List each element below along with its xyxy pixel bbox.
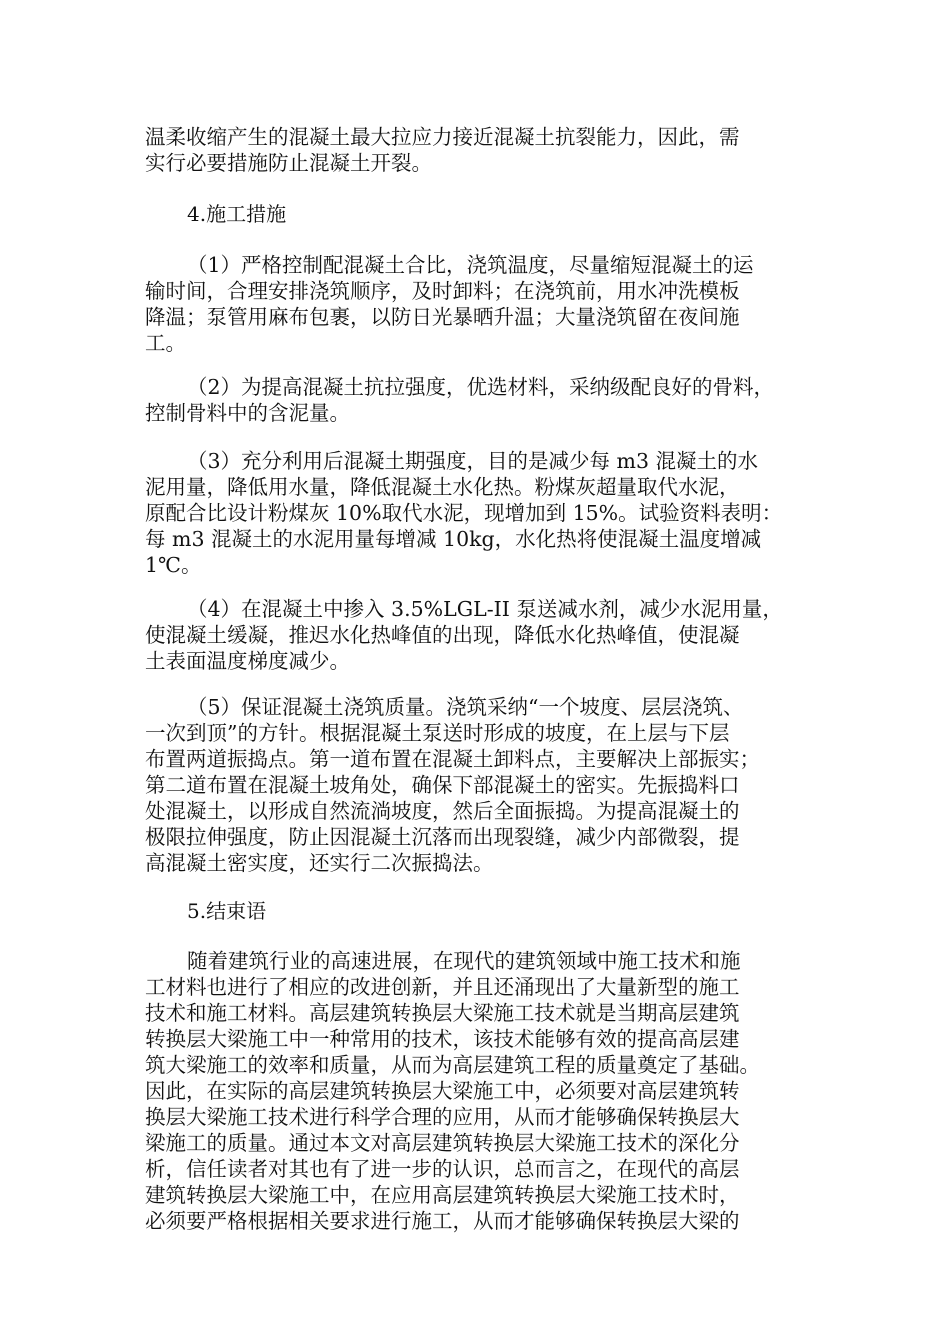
paragraph-line: 技术和施工材料。高层建筑转换层大梁施工技术就是当期高层建筑 bbox=[145, 1001, 740, 1025]
paragraph-line: 工材料也进行了相应的改进创新，并且还涌现出了大量新型的施工 bbox=[145, 975, 740, 999]
paragraph-line: （3）充分利用后混凝土期强度，目的是减少每 m3 混凝土的水 bbox=[187, 449, 759, 473]
paragraph-line: 高混凝土密实度，还实行二次振捣法。 bbox=[145, 851, 494, 875]
paragraph-line: 泥用量，降低用水量，降低混凝土水化热。粉煤灰超量取代水泥， bbox=[145, 475, 740, 499]
paragraph-line: 温柔收缩产生的混凝土最大拉应力接近混凝土抗裂能力，因此，需 bbox=[145, 125, 740, 149]
conclusion-paragraph bbox=[145, 948, 805, 1234]
measure-item-4 bbox=[145, 596, 805, 674]
paragraph-line: 因此，在实际的高层建筑转换层大梁施工中，必须要对高层建筑转 bbox=[145, 1079, 740, 1103]
continuation-paragraph bbox=[145, 124, 805, 176]
paragraph-line: 换层大梁施工技术进行科学合理的应用，从而才能够确保转换层大 bbox=[145, 1105, 740, 1129]
paragraph-line: 第二道布置在混凝土坡角处，确保下部混凝土的密实。先振捣料口 bbox=[145, 773, 740, 797]
paragraph-line: 筑大梁施工的效率和质量，从而为高层建筑工程的质量奠定了基础。 bbox=[145, 1053, 760, 1077]
paragraph-line: （4）在混凝土中掺入 3.5%LGL-II 泵送减水剂，减少水泥用量， bbox=[187, 597, 783, 621]
paragraph-line: 工。 bbox=[145, 331, 186, 355]
measure-item-3 bbox=[145, 448, 805, 578]
section-heading-5: 5.结束语 bbox=[187, 899, 267, 923]
paragraph-line: （2）为提高混凝土抗拉强度，优选材料，采纳级配良好的骨料， bbox=[187, 375, 775, 399]
paragraph-line: 输时间，合理安排浇筑顺序，及时卸料；在浇筑前，用水冲洗模板 bbox=[145, 279, 740, 303]
paragraph-line: 实行必要措施防止混凝土开裂。 bbox=[145, 151, 432, 175]
paragraph-line: 建筑转换层大梁施工中，在应用高层建筑转换层大梁施工技术时， bbox=[145, 1183, 740, 1207]
paragraph-line: 转换层大梁施工中一种常用的技术，该技术能够有效的提高高层建 bbox=[145, 1027, 740, 1051]
paragraph-line: 土表面温度梯度减少。 bbox=[145, 649, 350, 673]
paragraph-line: 使混凝土缓凝，推迟水化热峰值的出现，降低水化热峰值，使混凝 bbox=[145, 623, 740, 647]
paragraph-line: 布置两道振捣点。第一道布置在混凝土卸料点，主要解决上部振实； bbox=[145, 747, 760, 771]
paragraph-line: （1）严格控制配混凝土合比，浇筑温度，尽量缩短混凝土的运 bbox=[187, 253, 754, 277]
section-heading-4: 4.施工措施 bbox=[187, 202, 287, 226]
paragraph-line: 必须要严格根据相关要求进行施工，从而才能够确保转换层大梁的 bbox=[145, 1209, 740, 1233]
paragraph-line: 析，信任读者对其也有了进一步的认识，总而言之，在现代的高层 bbox=[145, 1157, 740, 1181]
paragraph-line: 处混凝土，以形成自然流淌坡度，然后全面振捣。为提高混凝土的 bbox=[145, 799, 740, 823]
paragraph-line: 控制骨料中的含泥量。 bbox=[145, 401, 350, 425]
paragraph-line: 每 m3 混凝土的水泥用量每增减 10kg，水化热将使混凝土温度增减 bbox=[145, 527, 762, 551]
measure-item-5 bbox=[145, 694, 805, 876]
paragraph-line: 降温；泵管用麻布包裹，以防日光暴晒升温；大量浇筑留在夜间施 bbox=[145, 305, 740, 329]
paragraph-line: 极限拉伸强度，防止因混凝土沉落而出现裂缝，减少内部微裂，提 bbox=[145, 825, 740, 849]
paragraph-line: 一次到顶”的方针。根据混凝土泵送时形成的坡度，在上层与下层 bbox=[145, 721, 730, 745]
paragraph-line: 原配合比设计粉煤灰 10%取代水泥，现增加到 15%。试验资料表明： bbox=[145, 501, 783, 525]
measure-item-1 bbox=[145, 252, 805, 356]
paragraph-line: 1℃。 bbox=[145, 553, 202, 577]
paragraph-line: 随着建筑行业的高速进展，在现代的建筑领域中施工技术和施 bbox=[187, 949, 741, 973]
paragraph-line: （5）保证混凝土浇筑质量。浇筑采纳“一个坡度、层层浇筑、 bbox=[187, 695, 744, 719]
paragraph-line: 梁施工的质量。通过本文对高层建筑转换层大梁施工技术的深化分 bbox=[145, 1131, 740, 1155]
measure-item-2 bbox=[145, 374, 805, 426]
